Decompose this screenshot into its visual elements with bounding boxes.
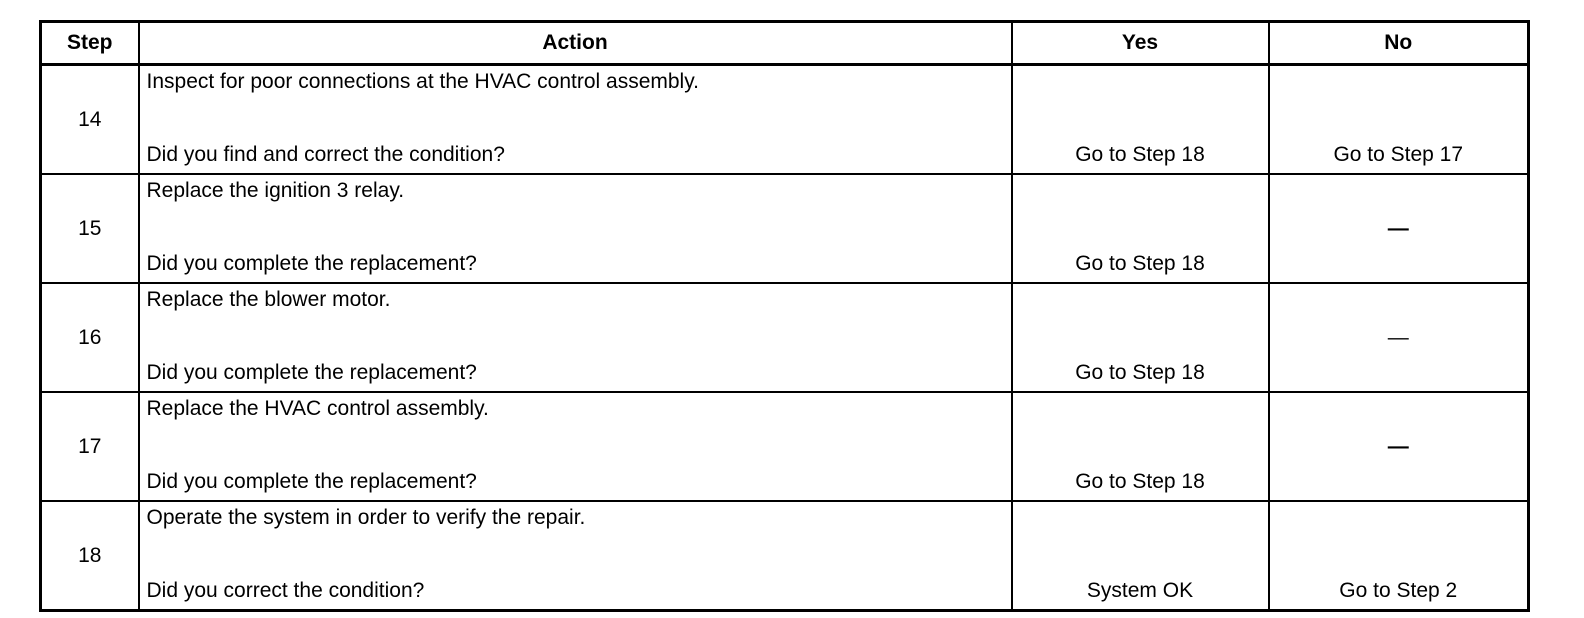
action-text: Replace the HVAC control assembly. [146,397,489,420]
table-row [41,283,1529,392]
step-number: 16 [41,283,139,392]
no-result [1269,65,1529,175]
yes-result [1012,283,1269,392]
step-number: 14 [41,65,139,175]
step-number: 17 [41,392,139,501]
table-row [41,501,1529,611]
action-text: Replace the ignition 3 relay. [146,179,405,202]
action-text: Inspect for poor connections at the HVAC control assembly. [146,70,699,93]
action-text: Replace the blower motor. [146,288,391,311]
no-dash: — [1387,216,1409,240]
yes-result-text: Go to Step 18 [1075,143,1205,166]
question-text: Did you complete the replacement? [146,252,477,275]
action-cell [139,65,1012,175]
no-dash: — [1387,434,1409,458]
yes-result [1012,65,1269,175]
question-text: Did you complete the replacement? [146,470,477,493]
yes-result-text: Go to Step 18 [1075,252,1205,275]
yes-result-text: Go to Step 18 [1075,361,1205,384]
yes-result [1012,501,1269,611]
step-number: 18 [41,501,139,611]
action-cell [139,283,1012,392]
no-result [1269,174,1529,283]
step-number: 15 [41,174,139,283]
question-text: Did you find and correct the condition? [146,143,505,166]
action-cell [139,392,1012,501]
header-no: No [1269,22,1529,65]
no-result [1269,501,1529,611]
header-yes: Yes [1012,22,1269,65]
action-text: Operate the system in order to verify the repair. [146,506,586,529]
header-row [41,22,1529,65]
question-text: Did you complete the replacement? [146,361,477,384]
action-cell [139,174,1012,283]
yes-result-text: Go to Step 18 [1075,470,1205,493]
table-row [41,65,1529,175]
header-action: Action [139,22,1012,65]
question-text: Did you correct the condition? [146,579,425,602]
yes-result [1012,174,1269,283]
header-step: Step [41,22,139,65]
table-row [41,174,1529,283]
action-cell [139,501,1012,611]
yes-result [1012,392,1269,501]
no-result [1269,392,1529,501]
no-result-text: Go to Step 2 [1339,579,1458,602]
no-dash: — [1387,325,1409,349]
yes-result-text: System OK [1086,579,1194,602]
no-result [1269,283,1529,392]
no-result-text: Go to Step 17 [1333,143,1464,166]
diagnostic-table [39,20,1530,612]
table-row [41,392,1529,501]
